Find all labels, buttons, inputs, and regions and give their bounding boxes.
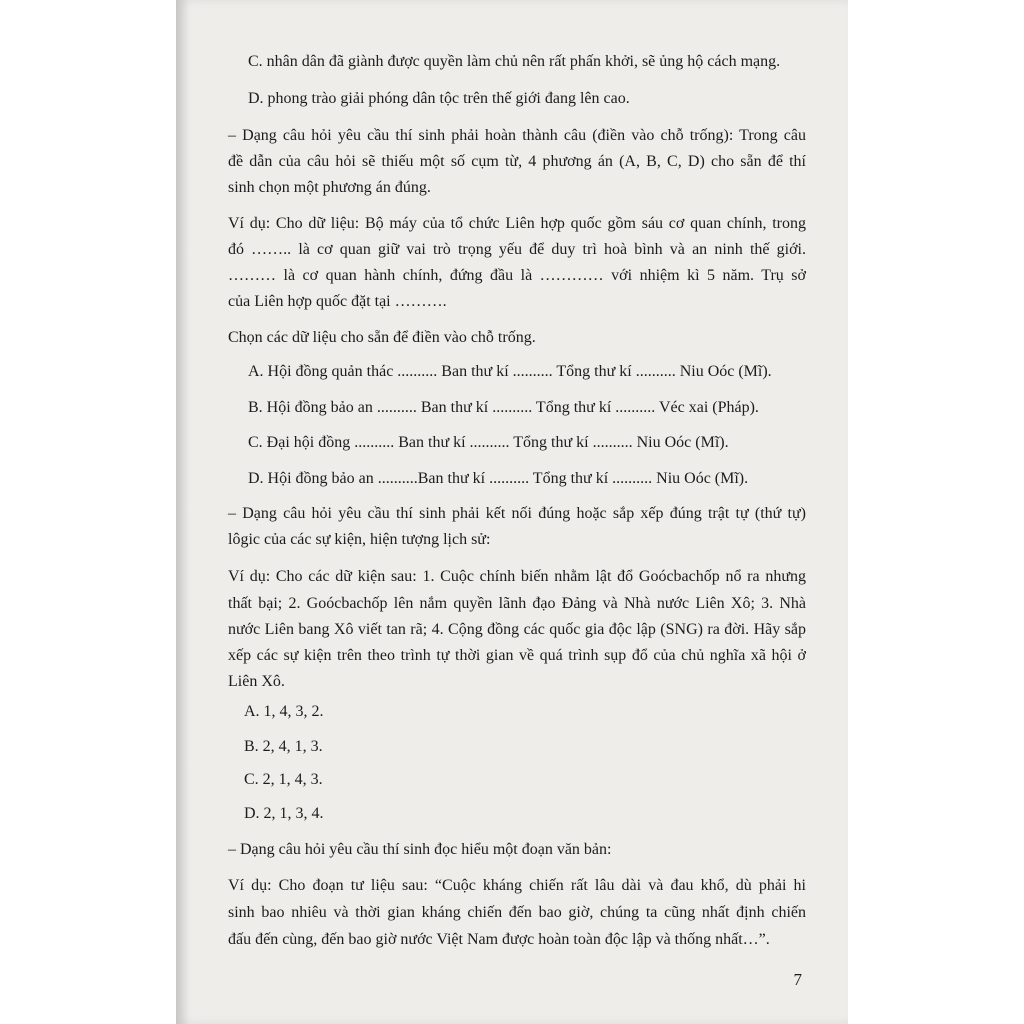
answer-option-c: C. nhân dân đã giành được quyền làm chủ nên rất phấn khởi, sẽ ủng hộ cách mạng. xyxy=(248,53,781,70)
page-gutter-shadow xyxy=(176,0,190,1024)
example-line: thất bại; 2. Goócbachốp lên nắm quyền lãnh đạo Đảng và Nhà nước Liên Xô; 3. Nhà xyxy=(228,595,806,612)
answer-option-c: C. Đại hội đồng .......... Ban thư kí .......... Tổng thư kí .......... Niu Oóc (Mĩ). xyxy=(248,434,729,451)
paragraph-line: lôgic của các sự kiện, hiện tượng lịch sử: xyxy=(228,531,491,548)
example-line: Ví dụ: Cho các dữ kiện sau: 1. Cuộc chính biến nhằm lật đổ Goócbachốp nổ ra nhưng xyxy=(228,568,806,585)
example-line: Liên Xô. xyxy=(228,673,285,690)
paragraph-line: sinh chọn một phương án đúng. xyxy=(228,179,431,196)
example-line: Ví dụ: Cho đoạn tư liệu sau: “Cuộc kháng chiến rất lâu dài và đau khổ, dù phải hi xyxy=(228,877,806,894)
example-line: Ví dụ: Cho dữ liệu: Bộ máy của tổ chức Liên hợp quốc gồm sáu cơ quan chính, trong xyxy=(228,215,806,232)
paragraph-line: – Dạng câu hỏi yêu cầu thí sinh đọc hiểu một đoạn văn bản: xyxy=(228,841,612,858)
paragraph-line: – Dạng câu hỏi yêu cầu thí sinh phải kết nối đúng hoặc sắp xếp đúng trật tự (thứ tự) xyxy=(228,505,806,522)
instruction-line: Chọn các dữ liệu cho sẵn để điền vào chỗ trống. xyxy=(228,329,536,346)
example-line: sinh bao nhiêu và thời gian kháng chiến đến bao giờ, chúng ta cũng nhất định chiến xyxy=(228,904,806,921)
example-line: của Liên hợp quốc đặt tại ………. xyxy=(228,293,447,310)
page-number: 7 xyxy=(793,970,802,989)
paragraph-line: đề dẫn của câu hỏi sẽ thiếu một số cụm từ, 4 phương án (A, B, C, D) cho sẵn để thí xyxy=(228,153,806,170)
answer-option-d: D. 2, 1, 3, 4. xyxy=(244,805,324,822)
background-left xyxy=(0,0,176,1024)
answer-option-d: D. Hội đồng bảo an ..........Ban thư kí .......... Tổng thư kí .......... Niu Oóc (Mĩ). xyxy=(248,470,749,487)
answer-option-a: A. 1, 4, 3, 2. xyxy=(244,703,324,720)
answer-option-a: A. Hội đồng quản thác .......... Ban thư kí .......... Tổng thư kí .......... Niu Oóc (Mĩ). xyxy=(248,363,772,380)
example-line: nước Liên bang Xô viết tan rã; 4. Cộng đồng các quốc gia độc lập (SNG) ra đời. Hãy sắp xyxy=(228,621,806,638)
answer-option-b: B. Hội đồng bảo an .......... Ban thư kí .......... Tổng thư kí .......... Véc xai (Pháp). xyxy=(248,399,759,416)
answer-option-d: D. phong trào giải phóng dân tộc trên thế giới đang lên cao. xyxy=(248,90,630,107)
example-line: ……… là cơ quan hành chính, đứng đầu là ………… với nhiệm kì 5 năm. Trụ sở xyxy=(228,267,806,284)
answer-option-b: B. 2, 4, 1, 3. xyxy=(244,738,323,755)
example-line: xếp các sự kiện trên theo trình tự thời gian về quá trình sụp đổ của chủ nghĩa xã hội ở xyxy=(228,647,806,664)
example-line: đấu đến cùng, đến bao giờ nước Việt Nam được hoàn toàn độc lập và thống nhất…”. xyxy=(228,931,770,948)
paragraph-line: – Dạng câu hỏi yêu cầu thí sinh phải hoàn thành câu (điền vào chỗ trống): Trong câu xyxy=(228,127,806,144)
book-page xyxy=(176,0,848,1024)
example-line: đó …….. là cơ quan giữ vai trò trọng yếu để duy trì hoà bình và an ninh thế giới. xyxy=(228,241,806,258)
answer-option-c: C. 2, 1, 4, 3. xyxy=(244,771,323,788)
